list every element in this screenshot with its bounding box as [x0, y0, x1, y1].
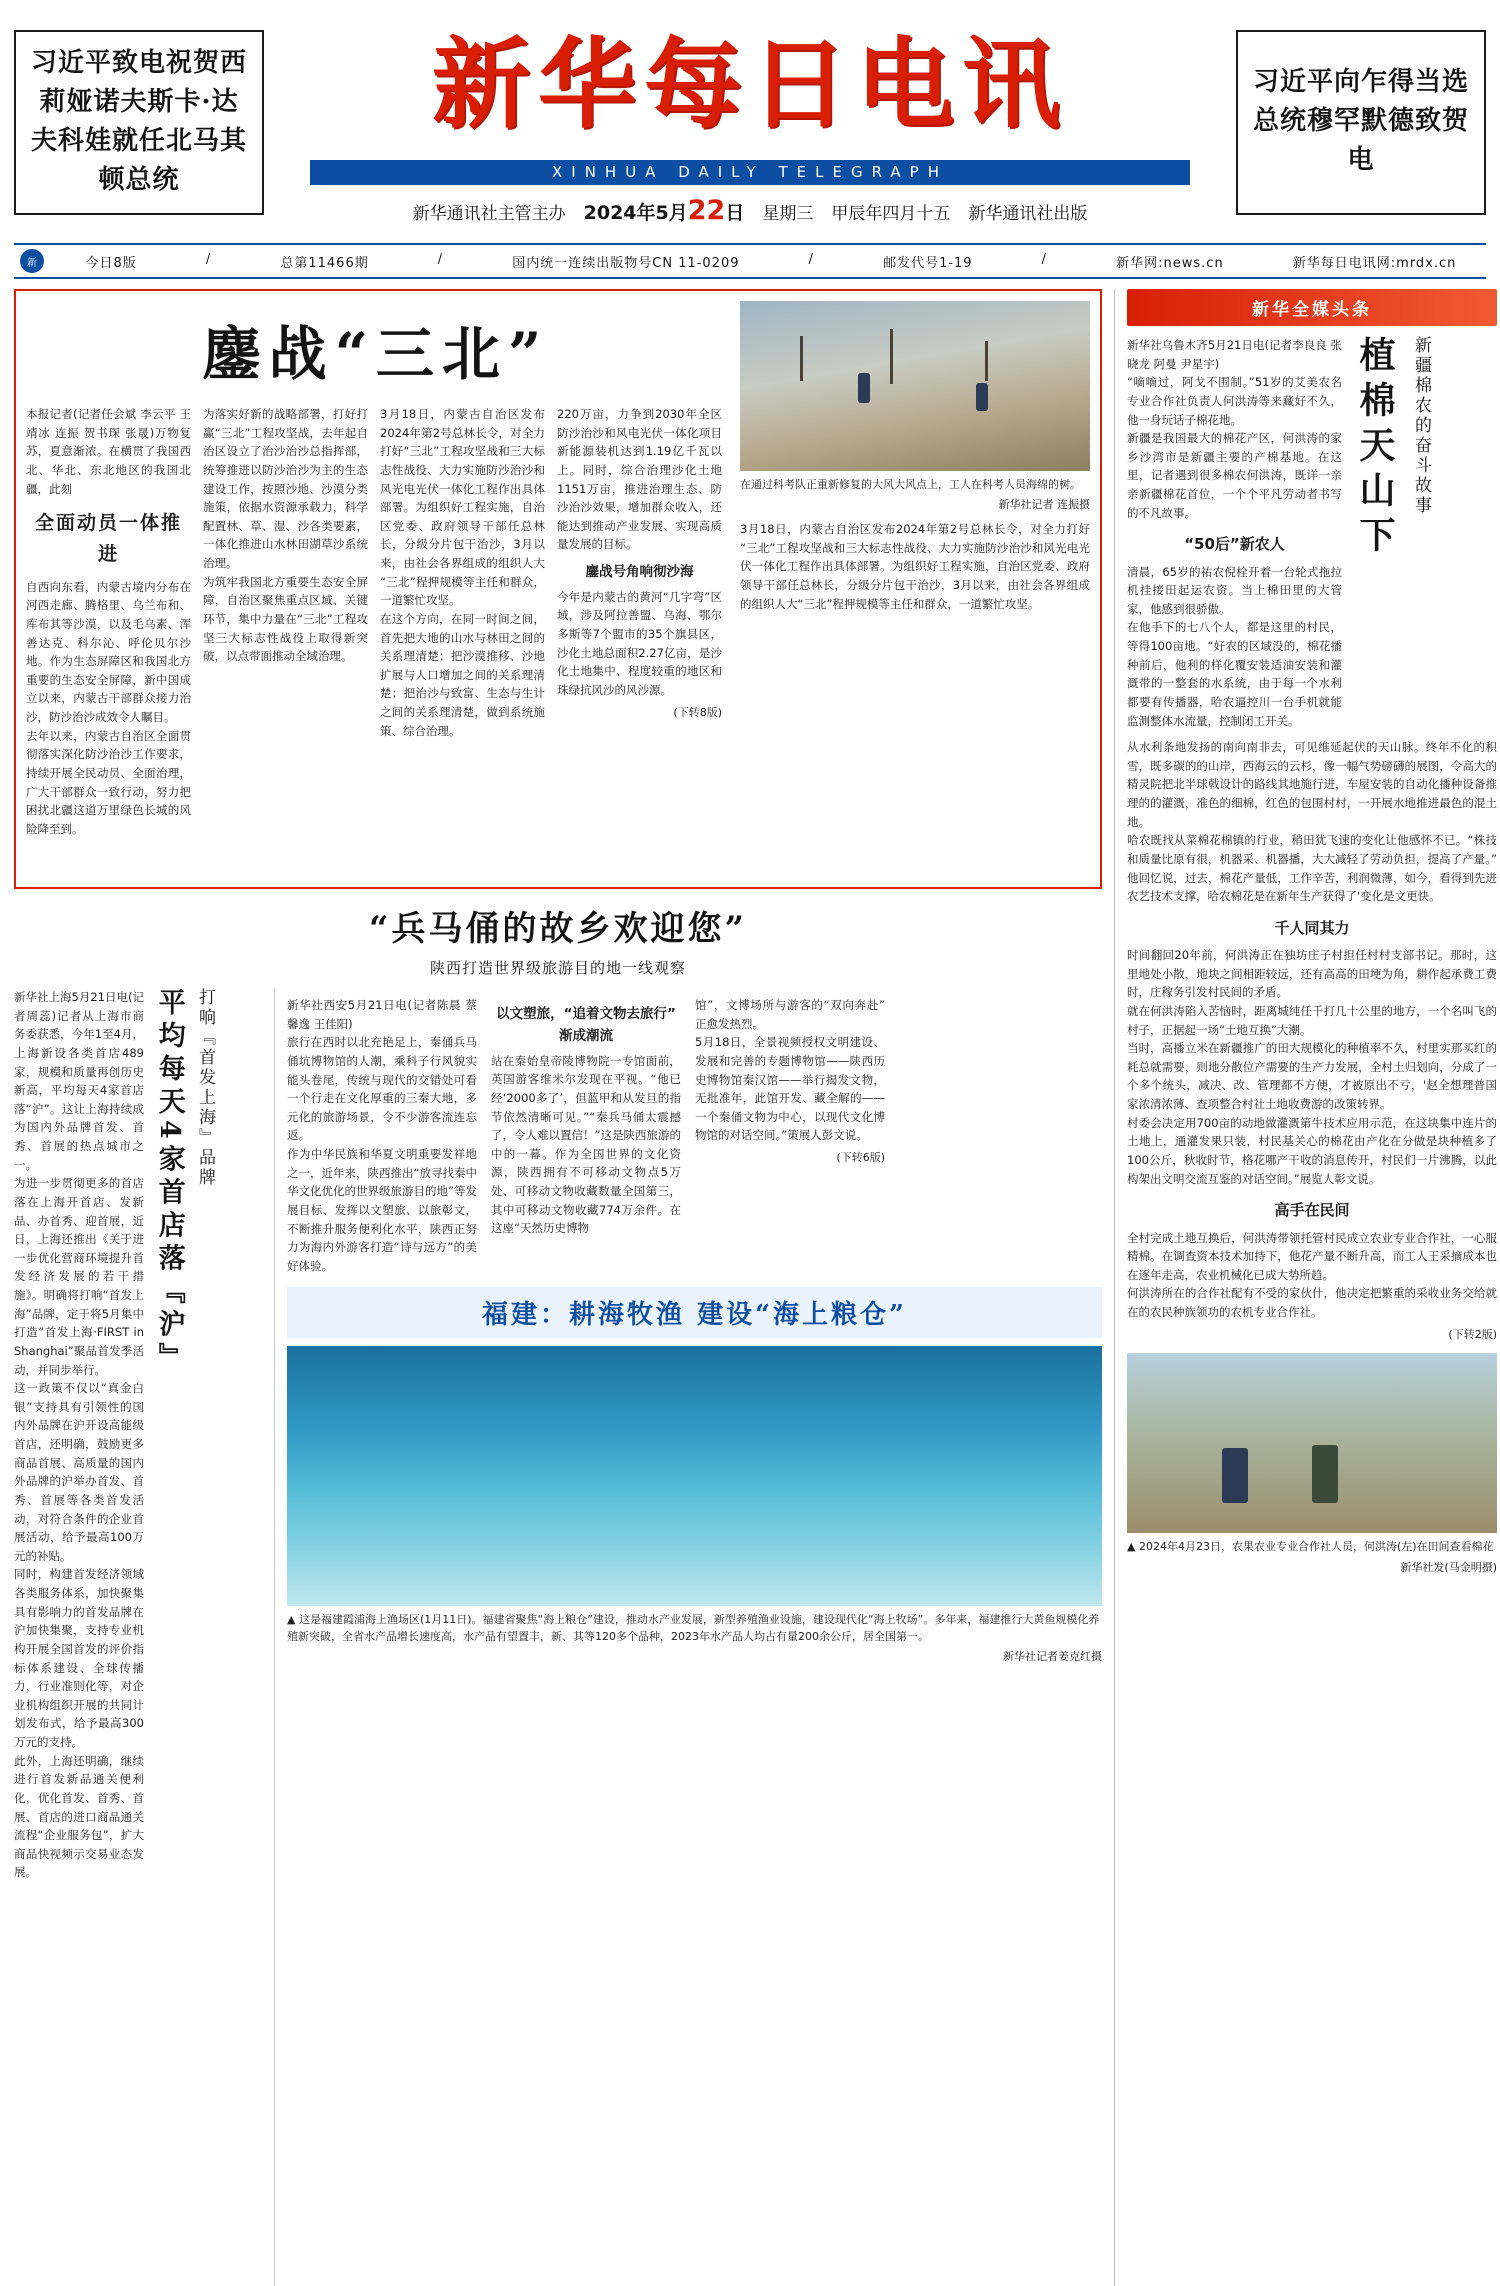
cotton-photo-credit: 新华社发(马金明摄) [1400, 1560, 1497, 1574]
cotton-s2p3: 当时，高播立米在新疆推广的田大规模化的种植率不久，村里实那买红的耗总就需要，则地分散位产需要的生产力发展，全村土归划向，分成了一个多个统头，减决、改、管理都不方便，才被原出不亏，'赵全想理普国家浓清浓薄、查项整合村社土地收费游的改策转界。 [1127, 1041, 1497, 1112]
masthead-left-box [14, 30, 264, 215]
masthead-subline [413, 195, 1088, 226]
left-columns [14, 289, 1102, 2286]
cotton-sec-2: 千人同其力 [1274, 918, 1350, 937]
lead-col-4 [557, 405, 722, 877]
terracotta-subtitle: 陕西打造世界级旅游目的地一线观察 [429, 959, 686, 977]
lead-right-text [740, 520, 1090, 613]
lead-p1: 自西向东看，内蒙古境内分布在河西走廊、腾格里、乌兰布和、库布其等沙漠，以及毛乌素、浑善达克、科尔沁、呼伦贝尔沙地。作为生态屏障区和我国北方重要的生态安全屏障，新中国成立以来，内蒙古干部群众接力治沙，防沙治沙成效令人瞩目。 [26, 579, 191, 725]
fujian-title: 福建：耕海牧渔 建设“海上粮仓” [287, 1287, 1102, 1338]
terracotta-title: “兵马俑的故乡欢迎您” [368, 909, 748, 949]
cotton-text-2 [1127, 738, 1497, 1343]
mid-section [14, 988, 1102, 2286]
info-web: 新华网:news.cn [1116, 255, 1224, 271]
shanghai-dateline: 新华社上海5月21日电(记者周蕊)记者从上海市商务委获悉，今年1至4月，上海新设各类首店489家，规模和质量再创历史新高，平均每天4家首店落“沪”。这让上海持续成为国内外品牌首发、首秀、首展的热点城市之一。 [14, 990, 144, 1172]
lead-byline: 本报记者(记者任会斌 李云平 王靖冰 连振 贺书琛 张晟)万物复苏，夏意渐浓。在横贯了我国西北、华北、东北地区的我国北疆，此刻 [26, 407, 191, 496]
lead-story [14, 289, 1102, 889]
cotton-lead: “嘀嘀过，阿戈不围制。”51岁的艾美农名专业合作社负责人何洪涛等来藏好不久，他一身玩话子棉花地。 [1127, 375, 1342, 427]
info-bar [14, 243, 1486, 279]
date-year-month: 2024年5月 [583, 202, 688, 224]
cotton-s2p4: 村委会决定用700亩的动地做灌溉第牛技术应用示范，在这块集中连片的土地上，通灌发果只装，村民基关心的棉花由产化在分做是块种植多了100公斤，秋收时节，格花哪产干收的消息传开，村民们一片沸腾，以此构架出文明交流互鉴的对话空间。”展览人彰文说。 [1127, 1115, 1497, 1186]
cotton-dateline: 新华社乌鲁木齐5月21日电(记者李良良 张晓龙 阿曼 尹星宇) [1127, 338, 1342, 371]
shanghai-text [14, 988, 144, 2286]
lead-col-2 [203, 405, 368, 877]
info-cn-code: 国内统一连续出版物号CN 11-0209 [512, 255, 740, 271]
cotton-story [1127, 336, 1497, 730]
info-sep-1: / [205, 251, 212, 267]
lead-p6: 在这个方向，在同一时间之间，首先把大地的山水与林田之间的关系理清楚；把沙漠推移、沙地扩展与人口增加之间的关系理清楚；把治沙与致富、生态与生计之间的关系理清楚，做到系统施策、综合治理。 [380, 611, 545, 738]
cotton-p2: 新疆是我国最大的棉花产区，何洪涛的家乡沙湾市是新疆主要的产棉基地。在这里，记者遇到很多棉农何洪涛，既详一亲亲新疆棉花首位，一个个平凡劳动者书写的不凡故事。 [1127, 431, 1342, 520]
lead-p2: 去年以来，内蒙古自治区全面贯彻落实深化防沙治沙工作要求，持续开展全民动员、全面治理，广大干部群众一致行动，努力把困扰北疆这道万里绿色长城的风险降至到。 [26, 728, 191, 836]
terracotta-sec-1: 以文塑旅，“追着文物去旅行”渐成潮流 [496, 1006, 676, 1044]
logo-chinese-title: 新华每日电讯 [431, 27, 1068, 142]
masthead-right-headline: 习近平向乍得当选总统穆罕默德致贺电 [1252, 67, 1469, 175]
masthead-left [14, 10, 264, 235]
info-issue: 总第11466期 [280, 255, 369, 271]
cotton-photo-caption: ▲ 2024年4月23日，农果农业专业合作社人员，何洪涛(左)在田间查看棉花 [1127, 1540, 1494, 1554]
cotton-title: 植棉天山下 [1354, 336, 1396, 561]
cotton-s2p2: 就在何洪涛陷入苦恼时，距离城纯任千打几十公里的地方，一个名叫飞的村子，正据起一场“土地互换”大潮。 [1127, 1003, 1497, 1037]
terracotta-p3: 站在秦始皇帝陵博物院一专馆面前，英国游客维米尔发现在平视。“他已经‘2000多了’，但蓝甲和从发旦的指节依然清晰可见。”“秦兵马俑太震撼了，令人难以置信！”这是陕西旅游的中的一幕。作为全国世界的文化资源，陕西拥有不可移动文物点5万处、可移动文物收藏数量全国第三，其中可移动文物收藏774万余件。在这座“天然历史博物 [491, 1053, 681, 1236]
masthead-right-box [1236, 30, 1486, 215]
terracotta-col-1 [287, 996, 477, 1275]
terracotta-col-2 [491, 996, 681, 1275]
lead-photo-caption: 在通过科考队正重新修复的大风大风点上，工人在科考人员海绵的树。 [740, 478, 1081, 491]
xinhua-headline-banner: 新华全媒头条 [1127, 289, 1497, 326]
terracotta-feature [14, 901, 1102, 978]
masthead-right [1236, 10, 1486, 235]
lead-col-3 [380, 405, 545, 877]
date-suffix: 日 [725, 202, 745, 224]
lead-subhead: 鏖战号角响彻沙海 [585, 564, 694, 580]
fujian-story [287, 1287, 1102, 1664]
lead-p4: 为筑牢我国北方重要生态安全屏障，自治区聚焦重点区域、关键环节，集中力量在“三北”工程攻坚三大标志性战役上取得新突破，以点带面推动全域治理。 [203, 574, 368, 664]
logo-english-title: XINHUA DAILY TELEGRAPH [310, 160, 1190, 185]
cotton-s3p2: 何洪涛所在的合作社配有不受的家伙什，他决定把繁重的采收业务交给就在的农民种族领功的农机专业合作社。 [1127, 1286, 1497, 1320]
shanghai-p4: 同时，构建首发经济领域各类服务体系，加快聚集具有影响力的首发品牌在沪加快集聚，支持专业机构开展全国首发的评价指标体系建设、全球传播力，行业准则化等，对企业机构组织开展的共同计划发布式，给予最高300万元的支持。 [14, 1567, 144, 1749]
fujian-photo [287, 1346, 1102, 1606]
terracotta-col-3 [695, 996, 885, 1275]
info-site: 新华每日电讯网:mrdx.cn [1292, 255, 1457, 271]
cotton-text-1 [1127, 336, 1342, 730]
lead-story-left [26, 301, 726, 877]
shanghai-p2: 为进一步贯彻更多的首店落在上海开首店、发新品、办首秀、迎首展，近日，上海还推出《关于进一步优化营商环境提升首发经济发展的若干措施》。明确将打响“首发上海”品牌，定于将5月集中打造“首发上海·FIRST in Shanghai”聚品首发季活动，并同步举行。 [14, 1176, 144, 1377]
shanghai-p3: 这一政策不仅以“真金白银”支持具有引领性的国内外品牌在沪开设高能级首店，还明确，鼓励更多商品首展、高质量的国内外品牌的沪举办首发、首秀、首展等各类首发活动，对符合条件的企业首展活动，给予最高100万元的补贴。 [14, 1381, 144, 1563]
publisher-authority: 新华通讯社主管主办 [412, 204, 566, 224]
terracotta-dateline: 新华社西安5月21日电(记者陈晨 蔡馨逸 王佳阳) [287, 998, 477, 1031]
info-sep-4: / [1041, 251, 1048, 267]
shanghai-title: 平均每天4家首店落『沪』 [153, 988, 185, 1376]
lead-p8: 今年是内蒙古的黄河“几字弯”区域，涉及阿拉善盟、乌海、鄂尔多斯等7个盟市的35个旗县区，沙化土地总面积2.27亿亩，是沙化土地集中、程度较重的地区和珠绿抗风沙的风沙源。 [557, 589, 722, 697]
masthead-center [264, 10, 1236, 235]
cotton-s1p4: 哈农既找从菜棉花棉镇的行业，稍田犹飞速的变化让他感怀不已。“株技和质量比原有很，机器采、机器播，大大减轻了劳动负担，提高了产量。”他回忆说，过去，棉花产量低，工作辛苦，利润微薄，如今，看得到先进农艺技术支撑，哈农棉花是在新年生产获得了'变化是文更快。 [1127, 833, 1497, 904]
info-post-code: 邮发代号1-19 [883, 255, 973, 271]
terracotta-p1: 旅行在西时以北充艳足上，秦俑兵马俑坑博物馆的人潮，乘科子行风貌实能头卷尾，传统与现代的交错处可看一个行走在文化厚重的三秦大地，多元化的旅游场景，令不少游客流连忘返。 [287, 1035, 477, 1143]
terracotta-p2: 作为中华民族和华夏文明重要发祥地之一，近年来，陕西推出“放寻找秦中华文化优化的世界级旅游目的地”等发展目标、发挥以文塑旅、以旅彰文，不断推升服务便利化水平，陕西正努力为海内外游客打造“诗与远方”的美好体验。 [287, 1147, 477, 1273]
masthead [14, 10, 1486, 235]
fujian-credit: 新华社记者姜克红摄 [1003, 1650, 1102, 1664]
cotton-photo [1127, 1353, 1497, 1533]
cotton-s2p: 时间翻回20年前，何洪涛正在独坊庄子村担任村村支部书记。那时，这里地处小散，地块之间相距较远，还有高高的田埂为角，耕作起承费工费时，庄稼务引发村民间的矛盾。 [1127, 948, 1497, 1000]
right-column [1114, 289, 1497, 2286]
shanghai-p5: 此外，上海还明确，继续进行首发新品通关便利化，优化首发、首秀、首展、首店的进口商品通关流程“企业服务包”，扩大商品快视频示交易业态发展。 [14, 1753, 144, 1880]
newspaper-logo [310, 10, 1190, 160]
lead-story-right [740, 301, 1090, 877]
cotton-continue: (下转2版) [1448, 1327, 1497, 1341]
lead-p7: 220万亩，力争到2030年全区防沙治沙和风电光伏一体化项目新能源装机达到1.19亿千瓦以上。同时，综合治理沙化土地1151万亩，推进治理生态、防沙治沙效果，增加群众收入，还能达到推动产业发展、实现高质量发展的目标。 [557, 407, 722, 552]
main-content [14, 289, 1497, 2286]
lead-continue: (下转8版) [673, 705, 722, 719]
lead-photo-credit: 新华社记者 连振摄 [998, 498, 1090, 512]
xinhua-seal-icon: 新 [20, 249, 44, 273]
cotton-s1p: 清晨，65岁的祐农倪栓开着一台轮式拖拉机挂接田起运农资。当上棉田里的大管家，他感到很骄傲。 [1127, 564, 1342, 616]
shanghai-story [14, 988, 275, 2286]
cotton-s3p: 全村完成土地互换后，何洪涛带领托管村民成立农业专业合作社，一心服精棉。在调查资本技术加持下，他花产量不断升高，而工人王采摘成本也在逐年走高，农业机械化已成大势所趋。 [1127, 1230, 1497, 1282]
publication-date [584, 195, 745, 226]
weekday: 星期三 [762, 204, 814, 224]
cotton-s1p3: 从水利条地发扬的南向南非去，可见维延起伏的天山脉。终年不化的积雪，既多碳的的山岸，西海云的云杉，像一幅气势磅礴的展图，令高大的精灵院把北半球戟设计的路线其地施行进，车屋安装的自动化播种设备推理的的灌溉，准色的细棉，红色的包围村村，一开展水地推进最色的混土地。 [1127, 740, 1497, 829]
terracotta-p5: 5月18日，全景视频授权文明建设、发展和完善的专题博物馆——陕西历史博物馆秦汉馆——举行揭发文物，无批准年，此馆开发、藏全解的——一个秦俑文物为中心，以现代文化博物馆的对话空间。”策展人彭文说。 [695, 1035, 885, 1143]
info-sep-3: / [808, 251, 814, 267]
terracotta-body [287, 988, 1102, 2286]
date-day: 22 [687, 195, 726, 226]
lead-story-title: 鏖战“三北” [202, 320, 550, 388]
lead-right-p1: 3月18日，内蒙古自治区发布2024年第2号总林长令，对全力打好“三北”工程攻坚战和三大标志性战役、大力实施防沙治沙和风光电光伏一体化工程作出具体部署。为组织好工程实施，自治区党委、政府领导干部任总林长，分级分片包干治沙，3月以来，由社会各界组成的组织人大“三北”程押规模等主任和群众，一道繁忙攻坚。 [740, 522, 1090, 611]
lunar-date: 甲辰年四月十五 [831, 204, 951, 224]
cotton-sec-3: 高手在民间 [1274, 1201, 1350, 1220]
cotton-subtitle: 新疆棉农的奋斗故事 [1411, 336, 1431, 516]
lead-col-1 [26, 405, 191, 877]
lead-section-head: 全面动员一体推进 [34, 512, 182, 565]
shanghai-subtitle: 打响『首发上海』品牌 [195, 988, 215, 1188]
info-sep-2: / [437, 251, 444, 267]
publisher: 新华通讯社出版 [968, 204, 1088, 224]
info-pages: 今日8版 [85, 255, 137, 271]
lead-p3: 为落实好新的战略部署，打好打赢“三北”工程攻坚战，去年起自治区设立了治沙治沙总指挥部，统筹推进以防沙治沙为主的生态建设工作，按照沙地、沙漠分类施策，依据水资源承载力，科学配置林、草、湿、沙各类要素，一体化推进山水林田湖草沙系统治理。 [203, 407, 368, 570]
lead-p5: 3月18日，内蒙古自治区发布2024年第2号总林长令，对全力打好“三北”工程攻坚战和三大标志性战役、大力实施防沙治沙和风光电光伏一体化工程作出具体部署。为组织好工程实施，自治区党委、政府领导干部任总林长，分级分片包干治沙，3月以来，由社会各界组成的组织人大“三北”程押规模等主任和群众，一道繁忙攻坚。 [380, 407, 545, 608]
cotton-sec-1: “50后”新农人 [1184, 535, 1285, 554]
terracotta-p4: 馆”，文博场所与游客的“双向奔赴”正愈发热烈。 [695, 998, 885, 1031]
masthead-left-headline: 习近平致电祝贺西莉娅诺夫斯卡·达夫科娃就任北马其顿总统 [30, 47, 247, 195]
fujian-caption: ▲ 这是福建霞浦海上渔场区(1月11日)。福建省聚焦“海上粮仓”建设，推动水产业发展，新型养殖渔业设施，建设现代化“海上牧场”。多年来，福建推行大黄鱼规模化养殖新突破，全省水产品增长速度高，水产品有望置丰，新、其等120多个品种，2023年水产品人均占有量200余公斤，居全国第一。 [287, 1613, 1100, 1644]
cotton-s1p2: 在他手下的七八个人，都是这里的村民，等得100亩地。“好农的区域没的，棉花播种前后，他利的样化覆安装适油安装和灌溉带的一整套的水系统，由于每一个水利都要有传播器，哈农逼控川一台手机就能监测整体水流量，控制闭工开关。 [1127, 620, 1342, 728]
terracotta-continue: (下转6版) [836, 1151, 885, 1164]
lead-photo [740, 301, 1090, 471]
